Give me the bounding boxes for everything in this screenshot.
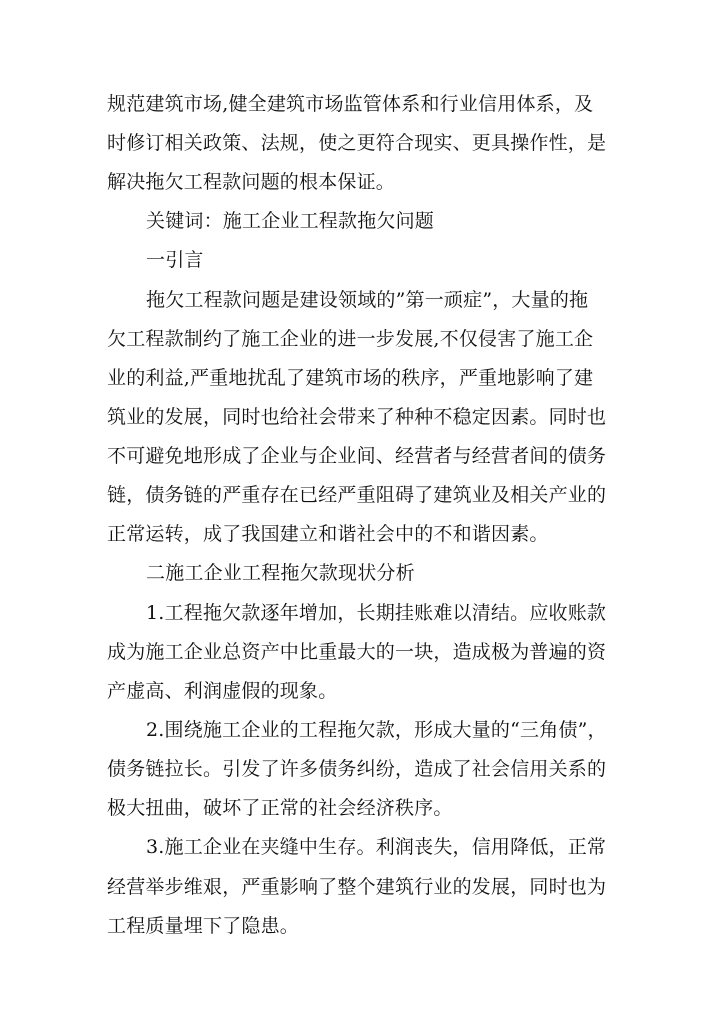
paragraph-line: 解决拖欠工程款问题的根本保证。 [107,171,396,193]
list-item-line: 债务链拉长。引发了许多债务纠纷，造成了社会信用关系的 [107,758,607,780]
list-item-line: 成为施工企业总资产中比重最大的一块，造成极为普遍的资 [107,641,607,663]
section-heading-introduction: 一引言 [146,249,204,271]
list-item-line: 经营举步维艰，严重影响了整个建筑行业的发展，同时也为 [107,876,607,898]
keywords-line: 关键词：施工企业工程款拖欠问题 [146,210,435,232]
paragraph-line: 时修订相关政策、法规，使之更符合现实、更具操作性，是 [107,132,607,154]
paragraph-line: 不可避免地形成了企业与企业间、经营者与经营者间的债务 [107,445,607,467]
list-item-line: 1.工程拖欠款逐年增加，长期挂账难以清结。应收账款 [146,602,607,624]
paragraph-line: 筑业的发展，同时也给社会带来了种种不稳定因素。同时也 [107,406,607,428]
list-item-line: 极大扭曲，破坏了正常的社会经济秩序。 [107,797,453,819]
list-item-line: 产虚高、利润虚假的现象。 [107,680,338,702]
paragraph-line: 规范建筑市场,健全建筑市场监管体系和行业信用体系，及 [107,93,594,115]
paragraph-line: 拖欠工程款问题是建设领域的”第一顽症”，大量的拖 [146,289,589,311]
list-item-line: 工程质量埋下了隐患。 [107,915,300,937]
paragraph-line: 链，债务链的严重存在已经严重阻碍了建筑业及相关产业的 [107,484,607,506]
paragraph-line: 业的利益,严重地扰乱了建筑市场的秩序，严重地影响了建 [107,367,594,389]
section-heading-status: 二施工企业工程拖欠款现状分析 [146,562,415,584]
list-item-line: 3.施工企业在夹缝中生存。利润丧失，信用降低，正常 [146,836,607,858]
list-item-line: 2.围绕施工企业的工程拖欠款，形成大量的“三角债”， [146,719,607,741]
paragraph-line: 正常运转，成了我国建立和谐社会中的不和谐因素。 [107,523,549,545]
paragraph-line: 欠工程款制约了施工企业的进一步发展,不仅侵害了施工企 [107,328,594,350]
